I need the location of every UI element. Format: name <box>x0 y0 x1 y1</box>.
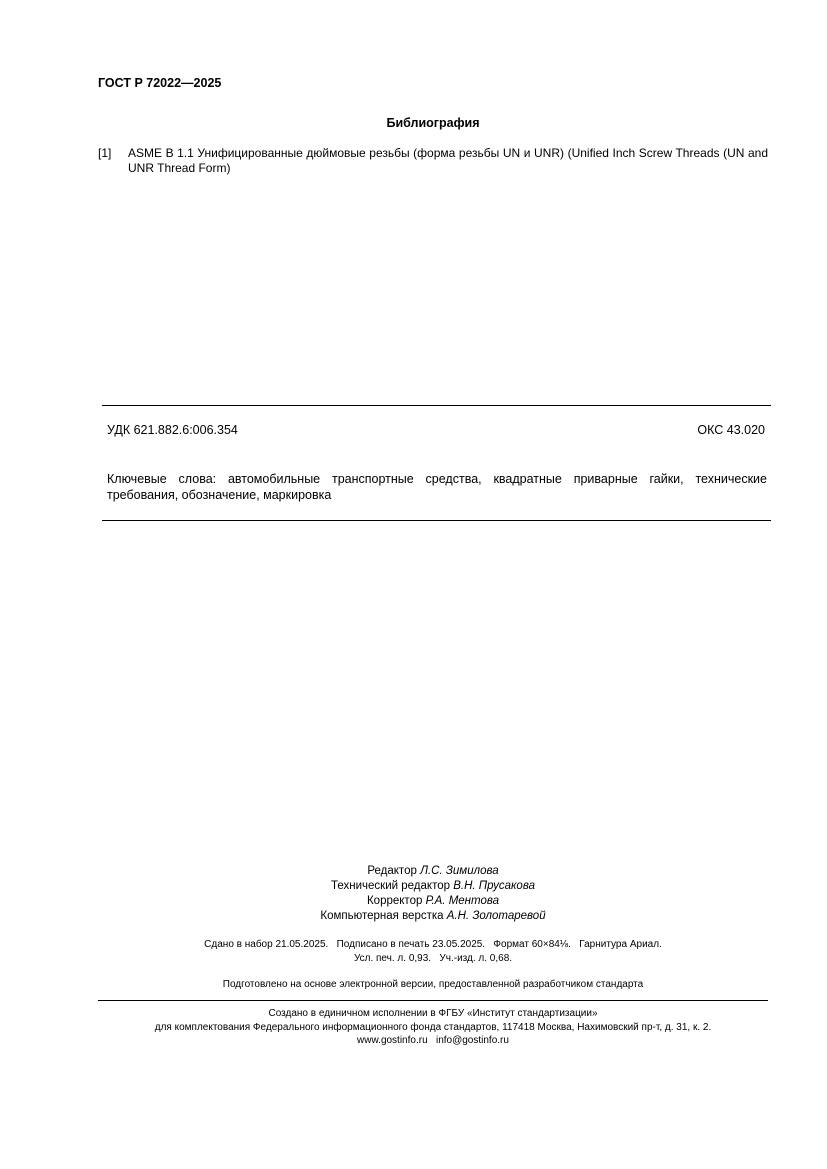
bibliography-item-text: ASME B 1.1 Унифицированные дюймовые резьбы (форма резьбы UN и UNR) (Unified Inch Screw Threads (UN and UNR Thread Form) <box>128 146 768 175</box>
publication-line-2: Усл. печ. л. 0,93. Уч.-изд. л. 0,68. <box>353 953 513 964</box>
publication-line-1: Сдано в набор 21.05.2025. Подписано в печать 23.05.2025. Формат 60×84⅛. Гарнитура Ариал. <box>204 939 662 950</box>
credit-layout: Компьютерная верстка А.Н. Золотаревой <box>320 910 546 922</box>
bibliography-item <box>98 146 768 176</box>
divider-keywords <box>102 520 771 521</box>
bibliography-title: Библиография <box>386 116 480 130</box>
oks-code: ОКС 43.020 <box>697 423 765 437</box>
footer <box>0 1007 827 1048</box>
bibliography-item-number: [1] <box>98 146 112 160</box>
keywords: Ключевые слова: автомобильные транспортные средства, квадратные приварные гайки, технические требования, обозначение, маркировка <box>107 472 767 502</box>
footer-line-2: для комплектования Федерального информационного фонда стандартов, 117418 Москва, Нахимовский пр-т, д. 31, к. 2. <box>154 1021 712 1033</box>
credits-block <box>0 864 827 924</box>
credit-proofreader: Корректор Р.А. Ментова <box>366 895 499 907</box>
footer-line-1: Создано в единичном исполнении в ФГБУ «Институт стандартизации» <box>268 1008 598 1019</box>
footer-line-3: www.gostinfo.ru info@gostinfo.ru <box>357 1035 509 1046</box>
document-code: ГОСТ Р 72022—2025 <box>98 76 222 90</box>
credit-editor: Редактор Л.С. Зимилова <box>367 865 499 877</box>
prepared-note: Подготовлено на основе электронной версии, предоставленной разработчиком стандарта <box>222 979 644 990</box>
divider-top <box>102 405 771 406</box>
udk-code: УДК 621.882.6:006.354 <box>107 423 238 437</box>
publication-info <box>0 938 827 966</box>
credit-tech-editor: Технический редактор В.Н. Прусакова <box>331 880 535 892</box>
divider-footer <box>98 1000 768 1001</box>
